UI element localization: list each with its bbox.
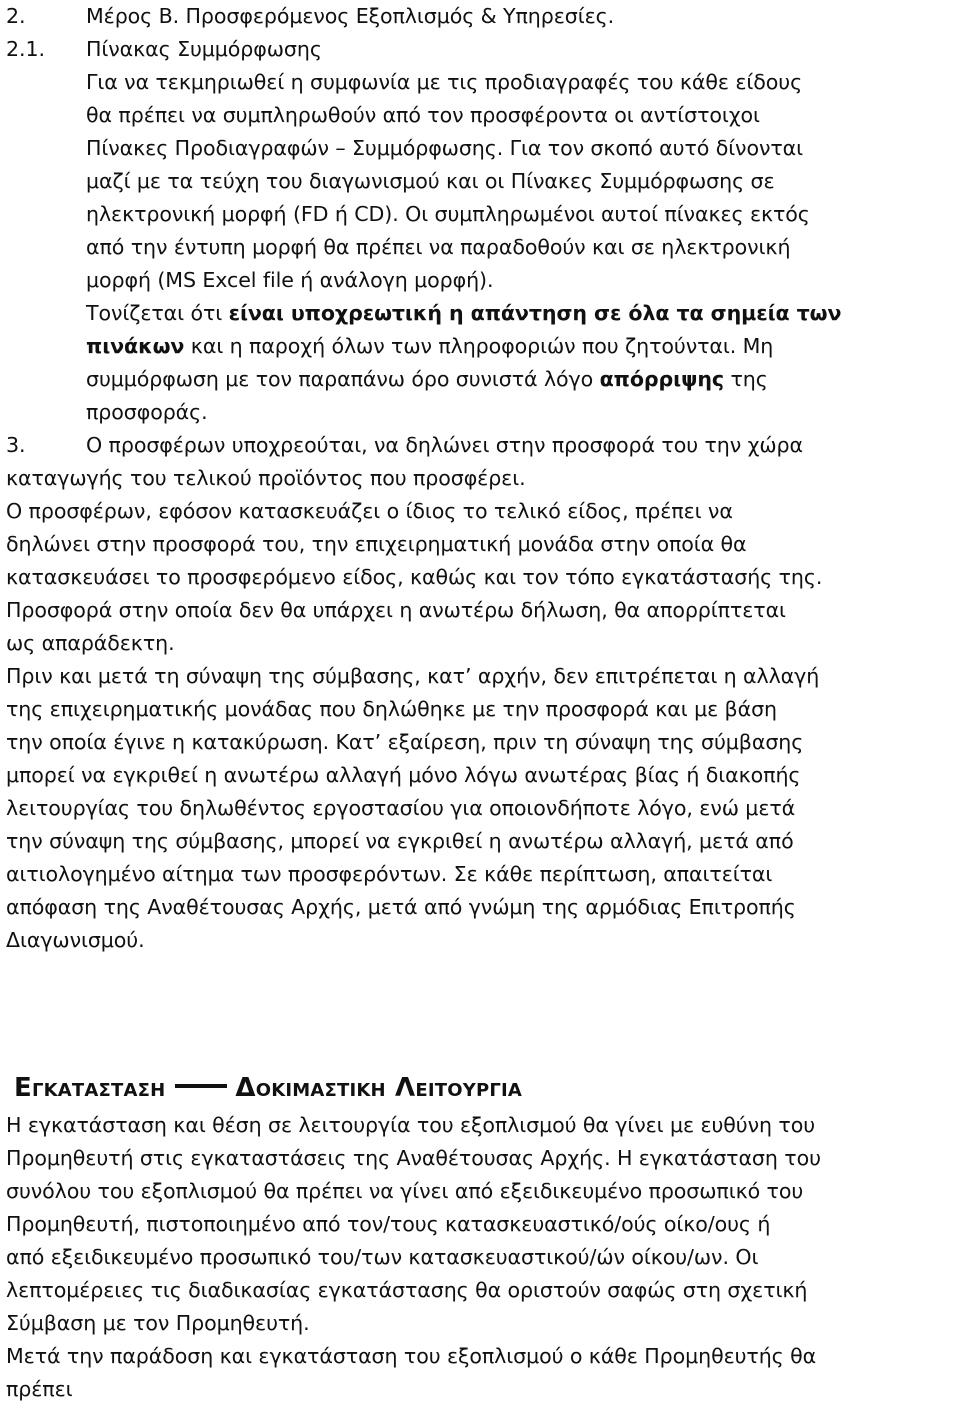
heading-dash: [175, 1084, 227, 1088]
body-line: την σύναψη της σύμβασης, μπορεί να εγκριθεί η ανωτέρω αλλαγή, μετά από: [6, 829, 794, 853]
body-line: μπορεί να εγκριθεί η ανωτέρω αλλαγή μόνο λόγω ανωτέρας βίας ή διακοπής: [6, 763, 801, 787]
installation-heading: [14, 1070, 522, 1106]
body-line: Μετά την παράδοση και εγκατάσταση του εξοπλισμού ο κάθε Προμηθευτής θα: [6, 1344, 817, 1368]
body-line: Πριν και μετά τη σύναψη της σύμβασης, κατ’ αρχήν, δεν επιτρέπεται η αλλαγή: [6, 664, 820, 688]
body-line: της επιχειρηματικής μονάδας που δηλώθηκε με την προσφορά και με βάση: [6, 697, 777, 721]
body-line: λεπτομέρειες τις διαδικασίας εγκατάστασης θα οριστούν σαφώς στη σχετική: [6, 1278, 808, 1302]
body-line: κατασκευάσει το προσφερόμενο είδος, καθώς και τον τόπο εγκατάστασής της.: [6, 565, 823, 589]
emphasis-text: συμμόρφωση με τον παραπάνω όρο συνιστά λόγο: [86, 367, 600, 391]
paragraph-line: μαζί με τα τεύχη του διαγωνισμού και οι Πίνακες Συμμόρφωσης σε: [86, 169, 775, 193]
body-line: Διαγωνισμού.: [6, 928, 145, 952]
body-line: ως απαράδεκτη.: [6, 631, 175, 655]
body-line: Προμηθευτή στις εγκαταστάσεις της Αναθέτουσας Αρχής. Η εγκατάσταση του: [6, 1146, 821, 1170]
paragraph-line: θα πρέπει να συμπληρωθούν από τον προσφέροντα οι αντίστοιχοι: [86, 103, 760, 127]
emphasis-bold-text: πινάκων: [86, 334, 185, 358]
paragraph-line: μορφή (MS Excel file ή ανάλογη μορφή).: [86, 268, 494, 292]
emphasis-line: [86, 330, 773, 363]
paragraph-line: ηλεκτρονική μορφή (FD ή CD). Οι συμπληρωμένοι αυτοί πίνακες εκτός: [86, 202, 810, 226]
section-2-title: Μέρος Β. Προσφερόμενος Εξοπλισμός & Υπηρεσίες.: [86, 4, 615, 28]
body-line: Σύμβαση με τον Προμηθευτή.: [6, 1311, 310, 1335]
heading-right-text: Δοκιμαστικη Λειτουργια: [235, 1073, 523, 1103]
paragraph-line: από την έντυπη μορφή θα πρέπει να παραδοθούν και σε ηλεκτρονική: [86, 235, 791, 259]
body-line: συνόλου του εξοπλισμού θα πρέπει να γίνει από εξειδικευμένο προσωπικό του: [6, 1179, 804, 1203]
body-line: δηλώνει στην προσφορά του, την επιχειρηματική μονάδα στην οποία θα: [6, 532, 747, 556]
body-line: λειτουργίας του δηλωθέντος εργοστασίου για οποιονδήποτε λόγο, ενώ μετά: [6, 796, 796, 820]
body-line: Προμηθευτή, πιστοποιημένο από τον/τους κατασκευαστικό/ούς οίκο/ους ή: [6, 1212, 771, 1236]
emphasis-bold-text: είναι υποχρεωτική η απάντηση σε όλα τα σημεία των: [228, 301, 842, 325]
body-line: πρέπει: [6, 1377, 73, 1401]
section-3-number: 3.: [6, 433, 26, 457]
emphasis-line: προσφοράς.: [86, 400, 208, 424]
paragraph-line: Για να τεκμηριωθεί η συμφωνία με τις προδιαγραφές του κάθε είδους: [86, 70, 803, 94]
body-line: την οποία έγινε η κατακύρωση. Κατ’ εξαίρεση, πριν τη σύναψη της σύμβασης: [6, 730, 804, 754]
heading-left-text: Εγκατασταση: [14, 1073, 166, 1103]
body-line: απόφαση της Αναθέτουσας Αρχής, μετά από γνώμη της αρμόδιας Επιτροπής: [6, 895, 796, 919]
section-2-number: 2.: [6, 4, 26, 28]
body-line: από εξειδικευμένο προσωπικό του/των κατασκευαστικού/ών οίκου/ων. Οι: [6, 1245, 759, 1269]
emphasis-text: της: [724, 367, 768, 391]
body-line: καταγωγής του τελικού προϊόντος που προσφέρει.: [6, 466, 526, 490]
body-line: αιτιολογημένο αίτημα των προσφερόντων. Σε κάθε περίπτωση, απαιτείται: [6, 862, 773, 886]
emphasis-line: [86, 297, 841, 330]
section-2-1-number: 2.1.: [6, 37, 45, 61]
emphasis-text: Τονίζεται ότι: [86, 301, 229, 325]
section-3-first-line: Ο προσφέρων υποχρεούται, να δηλώνει στην προσφορά του την χώρα: [86, 433, 803, 457]
emphasis-text: και η παροχή όλων των πληροφοριών που ζητούνται. Μη: [184, 334, 774, 358]
body-line: Ο προσφέρων, εφόσον κατασκευάζει ο ίδιος το τελικό είδος, πρέπει να: [6, 499, 733, 523]
paragraph-line: Πίνακες Προδιαγραφών – Συμμόρφωσης. Για τον σκοπό αυτό δίνονται: [86, 136, 804, 160]
emphasis-line: [86, 363, 768, 396]
body-line: Η εγκατάσταση και θέση σε λειτουργία του εξοπλισμού θα γίνει με ευθύνη του: [6, 1113, 816, 1137]
rejection-bold-text: απόρριψης: [599, 367, 725, 391]
body-line: Προσφορά στην οποία δεν θα υπάρχει η ανωτέρω δήλωση, θα απορρίπτεται: [6, 598, 786, 622]
section-2-1-title: Πίνακας Συμμόρφωσης: [86, 37, 322, 61]
